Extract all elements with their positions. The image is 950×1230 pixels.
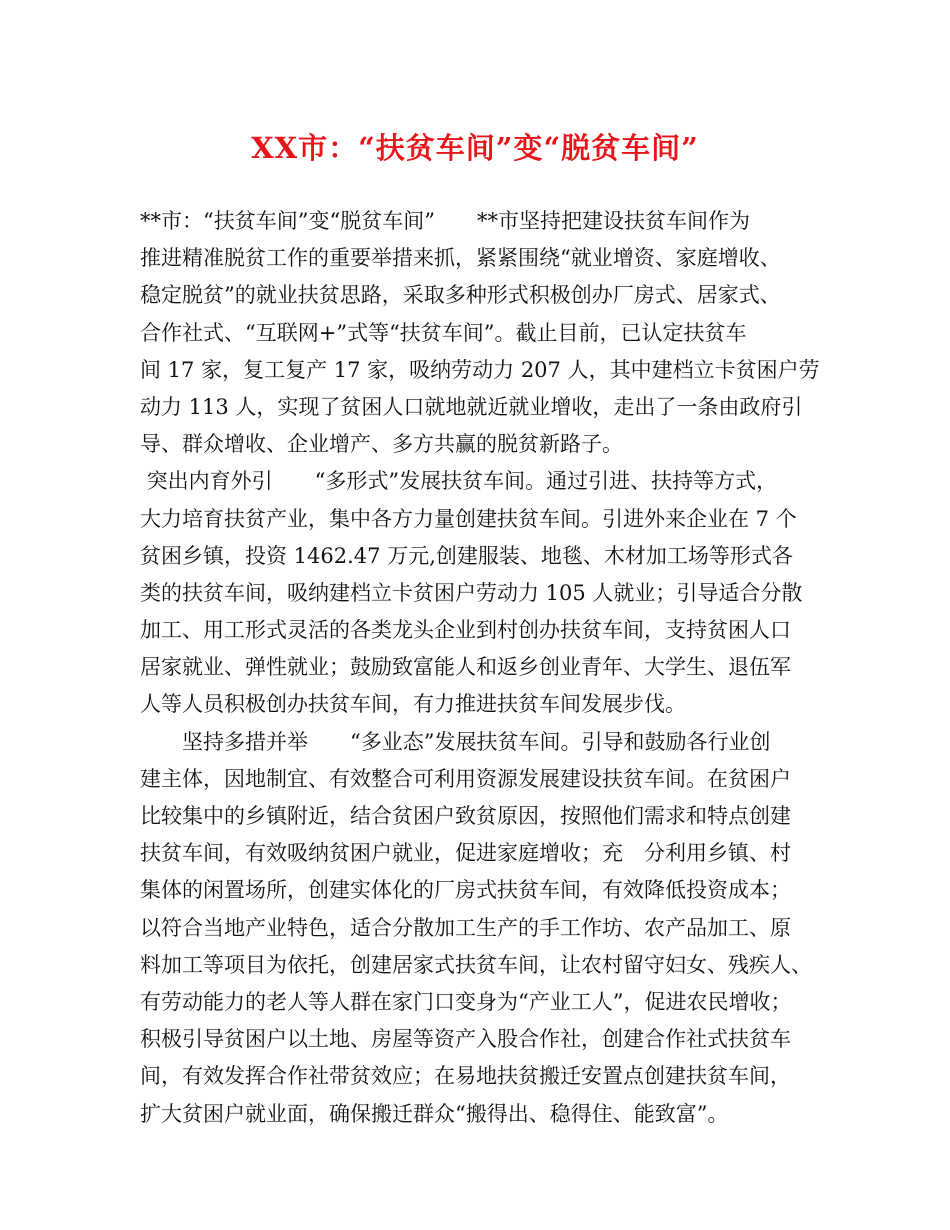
document-title: XX市：“扶贫车间”变“脱贫车间” xyxy=(251,131,699,165)
body-text-line: 稳定脱贫”的就业扶贫思路，采取多种形式积极创办厂房式、居家式、 xyxy=(140,283,781,308)
body-text-line: 集体的闲置场所，创建实体化的厂房式扶贫车间，有效降低投资成本； xyxy=(140,878,791,903)
document-body xyxy=(140,203,820,1133)
body-text-line: 料加工等项目为依托，创建居家式扶贫车间，让农村留守妇女、残疾人、 xyxy=(140,952,812,977)
body-text-line: 有劳动能力的老人等人群在家门口变身为“产业工人”，促进农民增收； xyxy=(140,989,792,1014)
body-text-line: 建主体，因地制宜、有效整合可利用资源发展建设扶贫车间。在贫困户 xyxy=(140,766,791,791)
body-text-line: 推进精准脱贫工作的重要举措来抓，紧紧围绕“就业增资、家庭增收、 xyxy=(140,246,781,271)
body-text-line: 导、群众增收、企业增产、多方共赢的脱贫新路子。 xyxy=(140,432,623,457)
body-text-line: 突出内育外引 “多形式”发展扶贫车间。通过引进、扶持等方式， xyxy=(140,469,778,494)
body-text-line: 扩大贫困户就业面，确保搬迁群众“搬得出、稳得住、能致富”。 xyxy=(140,1101,729,1126)
body-text-line: 居家就业、弹性就业；鼓励致富能人和返乡创业青年、大学生、退伍军 xyxy=(140,655,791,680)
body-text-line: 积极引导贫困户以土地、房屋等资产入股合作社，创建合作社式扶贫车 xyxy=(140,1027,791,1052)
body-text-line: 比较集中的乡镇附近，结合贫困户致贫原因，按照他们需求和特点创建 xyxy=(140,804,791,828)
body-text-line: 大力培育扶贫产业，集中各方力量创建扶贫车间。引进外来企业在 7 个 xyxy=(140,506,797,531)
body-text-line: 坚持多措并举 “多业态”发展扶贫车间。引导和鼓励各行业创 xyxy=(140,729,771,754)
body-text-line: 人等人员积极创办扶贫车间，有力推进扶贫车间发展步伐。 xyxy=(140,692,686,717)
body-text-line: 动力 113 人，实现了贫困人口就地就近就业增收，走出了一条由政府引 xyxy=(140,394,803,419)
body-text-line: 贫困乡镇，投资 1462.47 万元,创建服装、地毯、木材加工场等形式各 xyxy=(140,543,793,568)
body-text-line: 以符合当地产业特色，适合分散加工生产的手工作坊、农产品加工、原 xyxy=(140,915,791,940)
body-text-line: 间 17 家，复工复产 17 家，吸纳劳动力 207 人，其中建档立卡贫困户劳 xyxy=(140,357,820,382)
body-text-line: 扶贫车间，有效吸纳贫困户就业，促进家庭增收；充 分利用乡镇、村 xyxy=(140,841,791,866)
body-text-line: **市：“扶贫车间”变“脱贫车间” **市坚持把建设扶贫车间作为 xyxy=(140,209,750,233)
body-text-line: 合作社式、“互联网+”式等“扶贫车间”。截止目前，已认定扶贫车 xyxy=(140,320,747,345)
body-text-line: 加工、用工形式灵活的各类龙头企业到村创办扶贫车间，支持贫困人口 xyxy=(140,618,791,643)
body-text-line: 间，有效发挥合作社带贫效应；在易地扶贫搬迁安置点创建扶贫车间， xyxy=(140,1064,791,1089)
body-text-line: 类的扶贫车间，吸纳建档立卡贫困户劳动力 105 人就业；引导适合分散 xyxy=(140,580,803,605)
